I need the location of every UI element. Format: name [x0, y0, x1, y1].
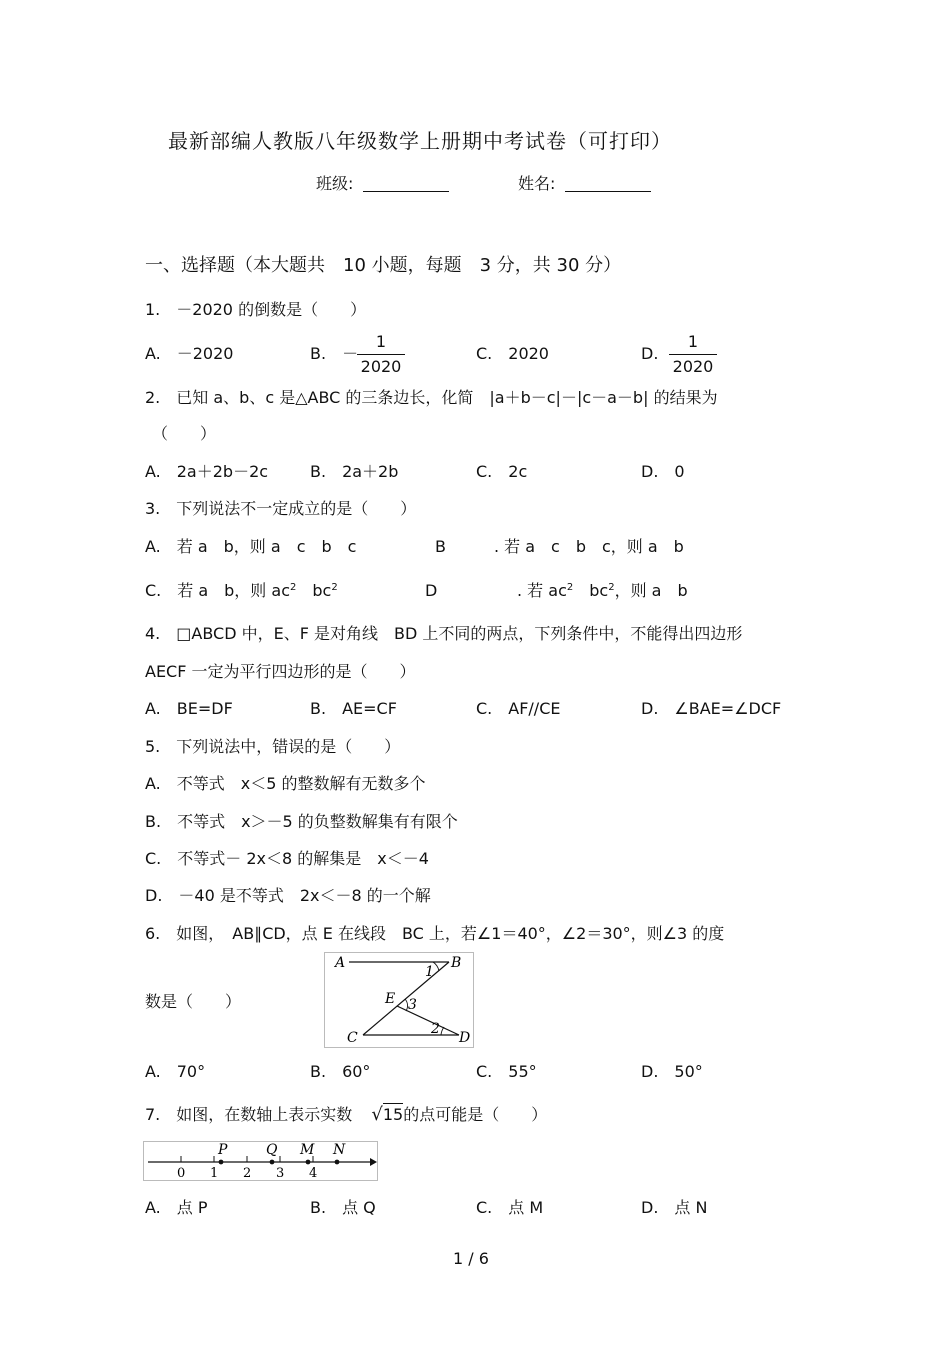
number-line [144, 1142, 377, 1180]
q1-option-d-prefix: D. [641, 344, 659, 363]
q1-option-b-prefix: B. － [310, 344, 359, 363]
q3-option-c [145, 583, 338, 599]
q6-figure [324, 952, 474, 1048]
q4-option-b: B. AE=CF [310, 699, 397, 718]
q6-option-b: B. 60° [310, 1062, 371, 1081]
superscript: 2 [331, 582, 338, 593]
q3-c-mid: bc [296, 581, 332, 600]
q5-stem: 5. 下列说法中，错误的是（ ） [145, 737, 401, 756]
point-n [335, 1160, 340, 1165]
point-d-label: D [459, 1030, 471, 1046]
tick-label-4: 4 [309, 1166, 318, 1180]
q6-option-a: A. 70° [145, 1062, 206, 1081]
q7-option-b: B. 点 Q [310, 1198, 376, 1217]
q5-option-c: C. 不等式－ 2x＜8 的解集是 x＜－4 [145, 849, 429, 868]
q3-d-mid: bc [573, 581, 609, 600]
q3-c-text: C. 若 a b，则 ac [145, 581, 290, 600]
q6-option-c: C. 55° [476, 1062, 537, 1081]
point-p-label: P [218, 1142, 228, 1158]
point-b-label: B [451, 955, 462, 971]
point-q-label: Q [266, 1142, 278, 1158]
q1-option-b-fraction [357, 333, 405, 376]
q2-stem-cont: （ ） [152, 424, 217, 443]
tick-label-2: 2 [243, 1166, 252, 1180]
q4-option-a: A. BE=DF [145, 699, 233, 718]
q1-b-numerator: 1 [375, 332, 387, 351]
q5-option-a: A. 不等式 x＜5 的整数解有无数多个 [145, 774, 426, 793]
name-blank[interactable] [565, 177, 651, 192]
q2-option-d: D. 0 [641, 462, 685, 481]
q4-stem: 4. □ABCD 中，E、F 是对角线 BD 上不同的两点，下列条件中，不能得出四边形 [145, 624, 743, 643]
fraction-bar [357, 354, 405, 355]
name-label: 姓名: [518, 174, 556, 193]
q7-stem-suffix: 的点可能是（ ） [403, 1105, 548, 1124]
q2-option-c: C. 2c [476, 462, 528, 481]
q4-option-d: D. ∠BAE=∠DCF [641, 699, 782, 718]
page-number: 1 / 6 [453, 1249, 489, 1268]
name-field [518, 176, 651, 192]
q1-d-numerator: 1 [687, 332, 699, 351]
q3-option-d [517, 583, 688, 599]
point-q [270, 1160, 275, 1165]
q5-option-d: D. －40 是不等式 2x＜－8 的一个解 [145, 886, 431, 905]
q2-option-b: B. 2a＋2b [310, 462, 399, 481]
superscript: 2 [608, 582, 615, 593]
point-a-label: A [335, 955, 346, 971]
q7-option-c: C. 点 M [476, 1198, 544, 1217]
radicand: 15 [382, 1105, 404, 1124]
tick-label-3: 3 [276, 1166, 285, 1180]
q1-option-d-fraction [669, 333, 717, 376]
q7-option-d: D. 点 N [641, 1198, 708, 1217]
q7-number-line-figure [143, 1141, 378, 1181]
arrow-right-icon [370, 1158, 377, 1166]
section-heading: 一、选择题（本大题共 10 小题，每题 3 分，共 30 分） [145, 255, 622, 276]
q2-option-a: A. 2a＋2b－2c [145, 462, 269, 481]
q3-option-a: A. 若 a b，则 a c b c [145, 537, 357, 556]
q6-stem: 6. 如图， AB∥CD，点 E 在线段 BC 上，若∠1＝40°，∠2＝30°，则∠3 的度 [145, 924, 725, 943]
q1-d-denominator: 2020 [672, 357, 714, 376]
q3-d-suffix: ，则 a b [614, 581, 688, 600]
q6-option-d: D. 50° [641, 1062, 703, 1081]
q3-stem: 3. 下列说法不一定成立的是（ ） [145, 499, 417, 518]
q1-b-denominator: 2020 [360, 357, 402, 376]
q6-stem-cont: 数是（ ） [145, 992, 242, 1011]
point-n-label: N [333, 1142, 346, 1158]
q6-diagram [325, 953, 473, 1047]
q4-option-c: C. AF//CE [476, 699, 561, 718]
q3-option-b: B . 若 a c b c，则 a b [435, 537, 684, 556]
tick-label-0: 0 [177, 1166, 186, 1180]
q7-stem [145, 1106, 547, 1124]
sqrt-expression [371, 1106, 403, 1124]
point-c-label: C [347, 1030, 358, 1046]
q1-stem: 1. －2020 的倒数是（ ） [145, 300, 367, 319]
q3-option-d-label: D [425, 581, 438, 600]
angle-3-label: 3 [408, 997, 417, 1013]
page-title: 最新部编人教版八年级数学上册期中考试卷（可打印） [168, 129, 672, 153]
class-field [316, 176, 449, 192]
point-m [306, 1160, 311, 1165]
q2-stem: 2. 已知 a、b、c 是△ABC 的三条边长，化简 |a＋b－c|－|c－a－b| 的结果为 [145, 388, 718, 407]
angle-2-label: 2 [431, 1021, 440, 1037]
point-m-label: M [300, 1142, 315, 1158]
class-blank[interactable] [363, 177, 449, 192]
radical-sign: √ [371, 1104, 383, 1125]
point-e-label: E [385, 991, 396, 1007]
tick-label-1: 1 [210, 1166, 219, 1180]
q3-d-text: . 若 ac [517, 581, 567, 600]
fraction-bar [669, 354, 717, 355]
q7-option-a: A. 点 P [145, 1198, 208, 1217]
q5-option-b: B. 不等式 x＞－5 的负整数解集有有限个 [145, 812, 458, 831]
q1-option-c: C. 2020 [476, 344, 549, 363]
q7-stem-text: 7. 如图，在数轴上表示实数 [145, 1105, 353, 1124]
superscript: 2 [290, 582, 297, 593]
q1-option-a: A. －2020 [145, 344, 234, 363]
q4-stem-cont: AECF 一定为平行四边形的是（ ） [145, 662, 416, 681]
superscript: 2 [566, 582, 574, 593]
angle-2-arc [441, 1027, 444, 1035]
point-p [219, 1160, 224, 1165]
class-label: 班级: [316, 174, 354, 193]
angle-1-label: 1 [425, 964, 434, 980]
